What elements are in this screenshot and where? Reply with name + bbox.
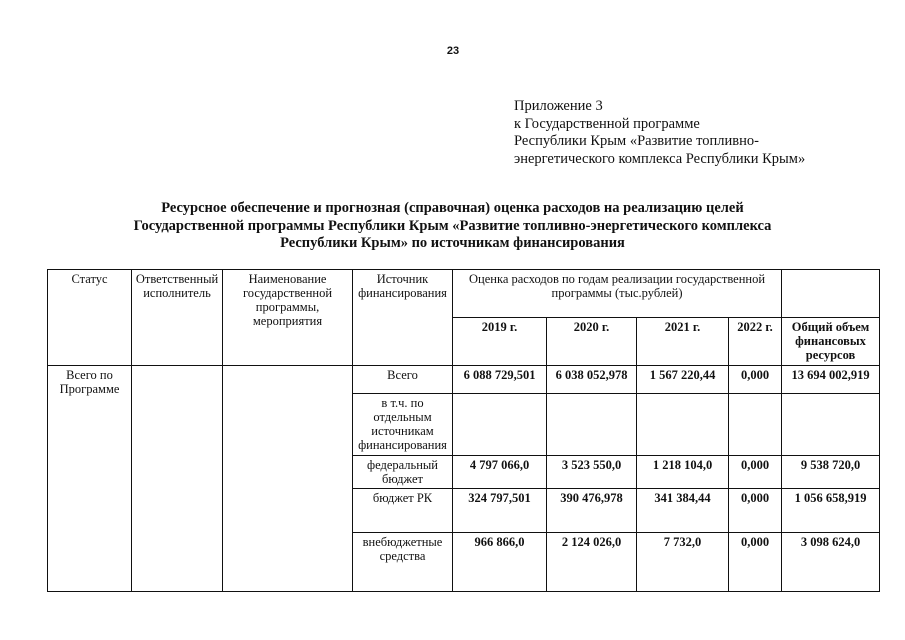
value-2019 — [453, 394, 547, 456]
status-cell: Всего по Программе — [48, 366, 132, 592]
title-line: Республики Крым» по источникам финансирования — [280, 235, 625, 251]
source-cell: федеральный бюджет — [353, 456, 453, 489]
header-row — [48, 270, 880, 318]
value-2022: 0,000 — [729, 489, 782, 533]
value-2019: 966 866,0 — [453, 533, 547, 592]
value-2019: 4 797 066,0 — [453, 456, 547, 489]
page-number: 23 — [446, 45, 460, 57]
resource-table — [47, 269, 880, 592]
header-status: Статус — [48, 270, 132, 366]
value-2020 — [547, 394, 637, 456]
appendix-line: энергетического комплекса Республики Крым» — [514, 150, 806, 167]
header-total: Общий объем финансовых ресурсов — [782, 318, 880, 366]
value-total: 13 694 002,919 — [782, 366, 880, 394]
header-estimate: Оценка расходов по годам реализации государственной программы (тыс.рублей) — [453, 270, 782, 318]
appendix-line: Республики Крым «Развитие топливно- — [514, 133, 759, 149]
document-title — [80, 200, 825, 253]
header-year-2022: 2022 г. — [729, 318, 782, 366]
header-blank — [782, 270, 880, 318]
value-2021: 341 384,44 — [637, 489, 729, 533]
value-2021: 7 732,0 — [637, 533, 729, 592]
header-year-2021: 2021 г. — [637, 318, 729, 366]
value-2019: 6 088 729,501 — [453, 366, 547, 394]
source-cell: бюджет РК — [353, 489, 453, 533]
value-2022: 0,000 — [729, 456, 782, 489]
value-2021 — [637, 394, 729, 456]
value-2020: 6 038 052,978 — [547, 366, 637, 394]
source-cell: Всего — [353, 366, 453, 394]
source-cell: внебюджетные средства — [353, 533, 453, 592]
appendix-line: Приложение 3 — [514, 98, 603, 114]
value-total: 1 056 658,919 — [782, 489, 880, 533]
title-line: Ресурсное обеспечение и прогнозная (справочная) оценка расходов на реализацию целей — [161, 200, 744, 216]
value-2021: 1 218 104,0 — [637, 456, 729, 489]
value-total — [782, 394, 880, 456]
appendix-note — [514, 98, 805, 168]
value-2020: 2 124 026,0 — [547, 533, 637, 592]
program-name-cell — [223, 366, 353, 592]
value-total: 3 098 624,0 — [782, 533, 880, 592]
value-total: 9 538 720,0 — [782, 456, 880, 489]
header-year-2020: 2020 г. — [547, 318, 637, 366]
header-year-2019: 2019 г. — [453, 318, 547, 366]
header-source: Источник финансирования — [353, 270, 453, 366]
appendix-line: к Государственной программе — [514, 115, 700, 132]
value-2019: 324 797,501 — [453, 489, 547, 533]
value-2022: 0,000 — [729, 533, 782, 592]
value-2022 — [729, 394, 782, 456]
executor-cell — [132, 366, 223, 592]
value-2021: 1 567 220,44 — [637, 366, 729, 394]
title-line: Государственной программы Республики Крым «Развитие топливно-энергетического комплекса — [133, 217, 772, 234]
header-executor: Ответственный исполнитель — [132, 270, 223, 366]
value-2020: 390 476,978 — [547, 489, 637, 533]
source-cell: в т.ч. по отдельным источникам финансирования — [353, 394, 453, 456]
table-row — [48, 366, 880, 394]
header-program-name: Наименование государственной программы, мероприятия — [223, 270, 353, 366]
value-2022: 0,000 — [729, 366, 782, 394]
value-2020: 3 523 550,0 — [547, 456, 637, 489]
